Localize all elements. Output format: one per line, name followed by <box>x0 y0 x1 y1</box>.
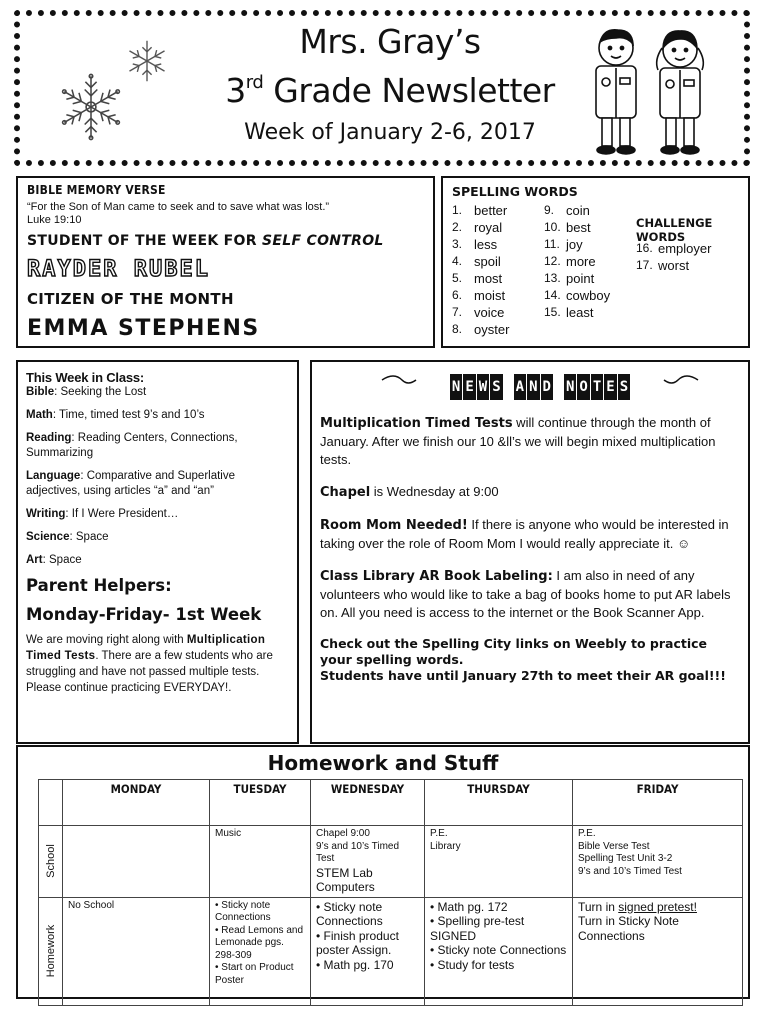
spelling-column-2 <box>544 202 610 321</box>
this-week-box <box>16 360 299 744</box>
list-item: 2. royal <box>452 220 503 235</box>
spelling-words-box <box>441 176 750 348</box>
student-of-week-label: STUDENT OF THE WEEK FOR SELF CONTROL <box>27 233 384 249</box>
row-label: Homework <box>39 897 63 1005</box>
banner-letter: N <box>450 374 462 400</box>
banner-word <box>513 378 553 395</box>
banner-letter: N <box>527 374 539 400</box>
subject-item: Writing: If I Were President… <box>26 508 179 520</box>
kids-illustration-icon <box>574 26 724 160</box>
subject-item: Language: Comparative and Superlative adjectives, using articles “a” and “an” <box>26 470 236 497</box>
table-cell: Chapel 9:00 9’s and 10’s Timed Test STEM Lab Computers <box>311 826 425 898</box>
list-item: 8. oyster <box>452 322 510 337</box>
news-item-chapel: Chapel is Wednesday at 9:00 <box>320 484 499 500</box>
news-banner <box>320 368 740 406</box>
list-item: 6. moist <box>452 288 506 303</box>
table-cell: Turn in signed pretest! Turn in Sticky Note Connections <box>573 897 743 1005</box>
subject-item: Science: Space <box>26 531 109 543</box>
news-item-library: Class Library AR Book Labeling: I am also in need of any volunteers who would like to take a bag of books home to put AR labels on. All you need is access to the internet or the Book Scanner App. <box>320 568 731 620</box>
banner-letter: A <box>514 374 526 400</box>
challenge-words-column <box>636 240 711 274</box>
table-row <box>39 897 743 1005</box>
news-item-ar-goal: Students have until January 27th to meet their AR goal!!! <box>320 668 726 683</box>
list-item: 3. less <box>452 237 498 252</box>
citizen-label: CITIZEN OF THE MONTH <box>27 290 234 308</box>
table-header-row <box>39 780 743 826</box>
list-item: 15. least <box>544 305 594 320</box>
spelling-list <box>452 202 739 342</box>
list-item: 9. coin <box>544 203 590 218</box>
table-row <box>39 826 743 898</box>
list-item: 14. cowboy <box>544 288 611 303</box>
table-cell: P.E. Library <box>425 826 573 898</box>
banner-letter: S <box>618 374 630 400</box>
news-item-room-mom: Room Mom Needed! If there is anyone who would be interested in taking over the role of Room Mom I would really appreciate it. ☺ <box>320 517 729 551</box>
subject-item: Reading: Reading Centers, Connections, Summarizing <box>26 432 238 459</box>
title-grade: 3rd Grade Newsletter <box>225 71 555 110</box>
list-item: 11. joy <box>544 237 583 252</box>
verse-students-box <box>16 176 435 348</box>
corner-cell <box>39 780 63 826</box>
challenge-words-title: CHALLENGE WORDS <box>636 216 713 244</box>
verse-text: “For the Son of Man came to seek and to save what was lost.” <box>27 201 330 213</box>
banner-letter: N <box>564 374 576 400</box>
subject-item: Art: Space <box>26 554 82 566</box>
verse-label: BIBLE MEMORY VERSE <box>27 183 166 197</box>
snowflake-icon <box>124 38 170 84</box>
banner-letter: T <box>591 374 603 400</box>
banner-title <box>420 374 660 400</box>
parent-helpers-body: We are moving right along with Multiplication Timed Tests. There are a few students who are struggling and have not passed multiple tests. Please continue practicing EVERYDAY!. <box>26 634 273 694</box>
spelling-column-1 <box>452 202 509 338</box>
list-item: 16. employer <box>636 241 712 256</box>
citizen-name: EMMA STEPHENS <box>27 316 260 341</box>
day-header: WEDNESDAY <box>311 780 425 826</box>
banner-letter: D <box>541 374 553 400</box>
verse-reference: Luke 19:10 <box>27 214 82 226</box>
day-header: THURSDAY <box>425 780 573 826</box>
homework-title: Homework and Stuff <box>267 751 499 775</box>
news-item-timed-tests: Multiplication Timed Tests will continue through the month of January. After we finish our 10 &ll’s we will begin mixed multiplication tests. <box>320 415 716 467</box>
banner-letter: E <box>463 374 475 400</box>
homework-box <box>16 745 750 999</box>
day-header: MONDAY <box>63 780 210 826</box>
spelling-title: SPELLING WORDS <box>452 184 578 199</box>
banner-letter: W <box>477 374 489 400</box>
banner-letter: S <box>490 374 502 400</box>
this-week-title: This Week in Class: <box>26 370 145 385</box>
day-header: FRIDAY <box>573 780 743 826</box>
week-of: Week of January 2-6, 2017 <box>244 120 536 145</box>
list-item: 1. better <box>452 203 508 218</box>
table-cell <box>63 826 210 898</box>
list-item: 12. more <box>544 254 596 269</box>
news-notes-box <box>310 360 750 744</box>
homework-table <box>38 779 743 1006</box>
table-cell: • Sticky note Connections • Finish product poster Assign. • Math pg. 170 <box>311 897 425 1005</box>
newsletter-title <box>190 22 590 150</box>
subject-item: Math: Time, timed test 9’s and 10’s <box>26 409 205 421</box>
list-item: 5. most <box>452 271 503 286</box>
list-item: 13. point <box>544 271 595 286</box>
student-of-week-name: RAYDER RUBEL <box>27 257 210 282</box>
parent-helpers-week: Monday-Friday- 1st Week <box>26 605 262 624</box>
news-item-spelling-city: Check out the Spelling City links on Weebly to practice your spelling words. <box>320 636 708 667</box>
list-item: 4. spoil <box>452 254 501 269</box>
table-cell: No School <box>63 897 210 1005</box>
banner-word <box>563 378 630 395</box>
list-item: 10. best <box>544 220 591 235</box>
title-teacher: Mrs. Gray’s <box>299 22 481 61</box>
banner-word <box>449 378 503 395</box>
table-cell: • Sticky note Connections • Read Lemons and Lemonade pgs. 298-309 • Start on Product Poster <box>210 897 311 1005</box>
list-item: 17. worst <box>636 258 690 273</box>
table-cell: P.E. Bible Verse Test Spelling Test Unit 3-2 9’s and 10’s Timed Test <box>573 826 743 898</box>
table-cell: Music <box>210 826 311 898</box>
row-label: School <box>39 826 63 898</box>
day-header: TUESDAY <box>210 780 311 826</box>
list-item: 7. voice <box>452 305 505 320</box>
parent-helpers-title: Parent Helpers: <box>26 576 172 595</box>
banner-letter: E <box>604 374 616 400</box>
newsletter-header <box>14 10 750 166</box>
subject-item: Bible: Seeking the Lost <box>26 386 147 398</box>
banner-letter: O <box>577 374 589 400</box>
table-cell: • Math pg. 172 • Spelling pre-test SIGNED • Sticky note Connections • Study for tests <box>425 897 573 1005</box>
snowflake-icon <box>56 72 126 142</box>
